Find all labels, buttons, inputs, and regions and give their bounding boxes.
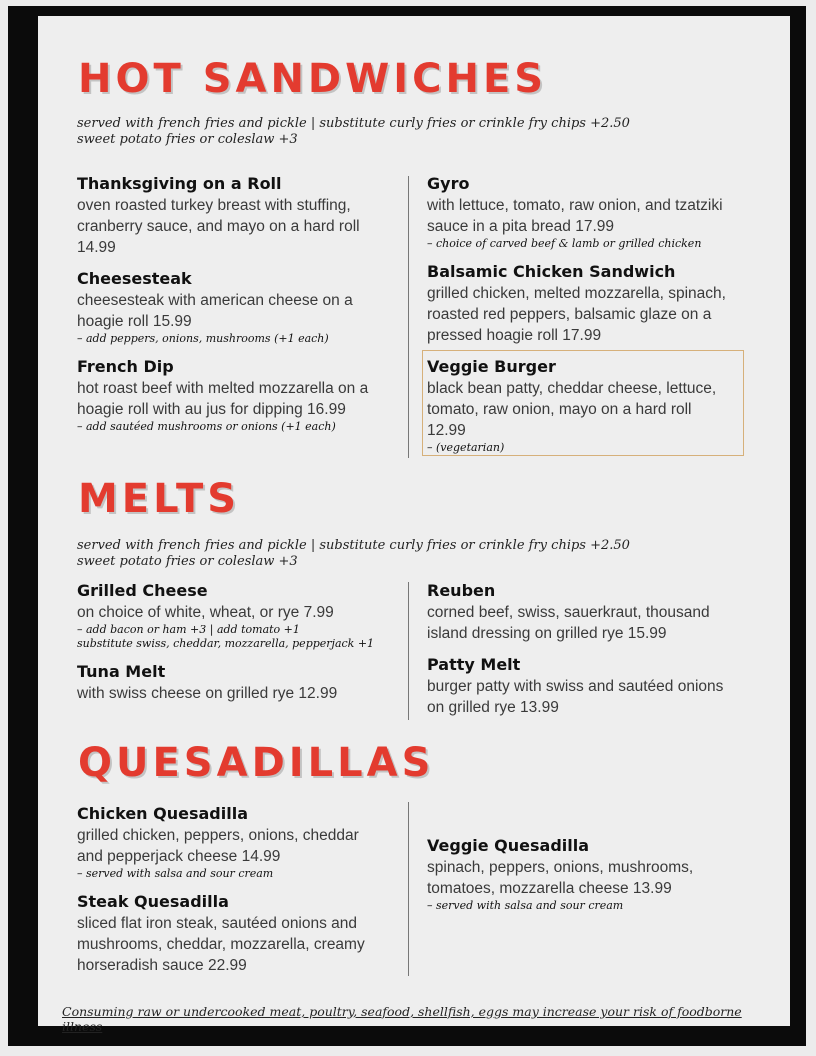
- menu-item-chicken-quesadilla: [77, 803, 377, 881]
- item-description: with swiss cheese on grilled rye 12.99: [77, 685, 338, 702]
- note-line-1: served with french fries and pickle | substitute curly fries or crinkle fry chips +2.50: [77, 538, 630, 553]
- column-divider: [408, 176, 409, 458]
- menu-item-thanksgiving-roll: [77, 173, 382, 258]
- quesadillas-right-column: [427, 835, 727, 923]
- item-name: Gyro: [427, 174, 470, 193]
- item-description: grilled chicken, melted mozzarella, spinach, roasted red peppers, balsamic glaze on a pressed hoagie roll 17.99: [427, 285, 726, 344]
- item-name: Reuben: [427, 581, 496, 600]
- hot-sandwiches-note: [77, 116, 630, 148]
- item-description: on choice of white, wheat, or rye 7.99: [77, 604, 334, 621]
- item-name: Cheesesteak: [77, 269, 192, 288]
- melts-note: [77, 538, 630, 570]
- section-title-melts: MELTS: [78, 476, 241, 522]
- item-name: Tuna Melt: [77, 662, 166, 681]
- melts-right-column: [427, 580, 727, 728]
- food-safety-disclaimer: Consuming raw or undercooked meat, poultry, seafood, shellfish, eggs may increase your risk of foodborne illness: [62, 1004, 742, 1034]
- item-addon-note: – add sautéed mushrooms or onions (+1 each): [77, 420, 336, 433]
- item-description: hot roast beef with melted mozzarella on a hoagie roll with au jus for dipping 16.99: [77, 380, 369, 418]
- item-name: Patty Melt: [427, 655, 521, 674]
- menu-item-balsamic-chicken: [427, 261, 732, 346]
- item-name: Thanksgiving on a Roll: [77, 174, 282, 193]
- section-title-hot-sandwiches: HOT SANDWICHES: [78, 56, 548, 102]
- hot-sandwiches-right-column: [427, 173, 732, 465]
- note-line-2: sweet potato fries or coleslaw +3: [77, 554, 298, 569]
- menu-item-steak-quesadilla: [77, 891, 377, 976]
- note-line-1: served with french fries and pickle | substitute curly fries or crinkle fry chips +2.50: [77, 116, 630, 131]
- column-divider: [408, 802, 409, 976]
- item-description: cheesesteak with american cheese on a hoagie roll 15.99: [77, 292, 353, 330]
- column-divider: [408, 582, 409, 720]
- item-addon-note: – served with salsa and sour cream: [427, 899, 624, 912]
- melts-left-column: [77, 580, 397, 714]
- menu-item-gyro: [427, 173, 732, 251]
- menu-item-veggie-quesadilla: [427, 835, 727, 913]
- note-line-2: sweet potato fries or coleslaw +3: [77, 132, 298, 147]
- item-name: Grilled Cheese: [77, 581, 208, 600]
- item-addon-note: – choice of carved beef & lamb or grilled chicken: [427, 237, 702, 250]
- item-description: black bean patty, cheddar cheese, lettuce, tomato, raw onion, mayo on a hard roll 12.99: [427, 380, 717, 439]
- hot-sandwiches-left-column: [77, 173, 382, 444]
- menu-item-french-dip: [77, 356, 382, 434]
- item-addon-note: – (vegetarian): [427, 441, 505, 454]
- menu-item-cheesesteak: [77, 268, 382, 346]
- item-addon-note: – served with salsa and sour cream: [77, 867, 274, 880]
- menu-item-patty-melt: [427, 654, 727, 718]
- menu-item-grilled-cheese: [77, 580, 397, 651]
- item-name: Veggie Quesadilla: [427, 836, 590, 855]
- menu-item-tuna-melt: [77, 661, 397, 704]
- item-description: oven roasted turkey breast with stuffing, cranberry sauce, and mayo on a hard roll 14.99: [77, 197, 360, 256]
- item-name: Chicken Quesadilla: [77, 804, 248, 823]
- item-description: grilled chicken, peppers, onions, cheddar and pepperjack cheese 14.99: [77, 827, 359, 865]
- item-addon-note: – add bacon or ham +3 | add tomato +1: [77, 623, 300, 636]
- item-name: Balsamic Chicken Sandwich: [427, 262, 676, 281]
- item-description: spinach, peppers, onions, mushrooms, tomatoes, mozzarella cheese 13.99: [427, 859, 694, 897]
- menu-item-veggie-burger: [427, 356, 732, 455]
- item-name: French Dip: [77, 357, 174, 376]
- item-substitution-note: substitute swiss, cheddar, mozzarella, pepperjack +1: [77, 637, 375, 650]
- item-description: burger patty with swiss and sautéed onions on grilled rye 13.99: [427, 678, 724, 716]
- item-description: corned beef, swiss, sauerkraut, thousand island dressing on grilled rye 15.99: [427, 604, 710, 642]
- item-description: sliced flat iron steak, sautéed onions and mushrooms, cheddar, mozzarella, creamy horseradish sauce 22.99: [77, 915, 365, 974]
- item-description: with lettuce, tomato, raw onion, and tzatziki sauce in a pita bread 17.99: [427, 197, 723, 235]
- item-name: Steak Quesadilla: [77, 892, 229, 911]
- item-addon-note: – add peppers, onions, mushrooms (+1 each): [77, 332, 329, 345]
- item-name: Veggie Burger: [427, 357, 556, 376]
- menu-item-reuben: [427, 580, 727, 644]
- section-title-quesadillas: QUESADILLAS: [78, 740, 435, 786]
- quesadillas-left-column: [77, 803, 377, 986]
